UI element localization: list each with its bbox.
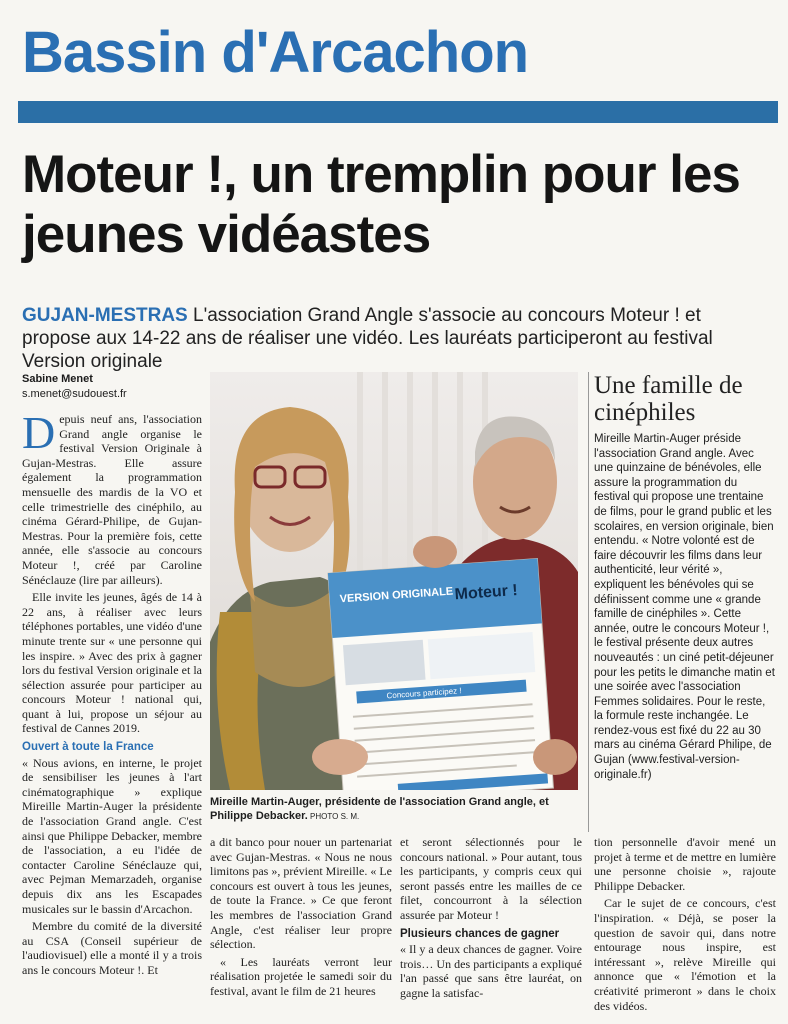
article-paragraph: Car le sujet de ce concours, c'est l'inspiration. « Déjà, se poser la question de savoir qui, dans notre entourage nous inspire, est intéressant », relève Mireille qui annonce que « l'émotion et la créativité primeront » dans le choix des vidéos. [594,896,776,1013]
article-paragraph: a dit banco pour nouer un partenariat avec Gujan-Mestras. « Nous ne nous limitons pas », prévient Mireille. « Le concours est ouvert à tous les jeunes, de toute la France. » Ce que feront les membres de l'association Grand Angle, c'est réaliser leur propre sélection. [210,835,392,952]
section-title: Bassin d'Arcachon [22,20,529,85]
author-email[interactable]: s.menet@sudouest.fr [22,388,127,400]
article-paragraph: « Nous avions, en interne, le projet de sensibiliser les jeunes à l'art cinématographique » explique Mireille Martin-Auger la présidente de l'association Grand angle. C'est ainsi que Philippe Debacker, membre de l'association, a eu l'idée de contacter Caroline Sénéclauze qui, avec Pejman Memarzadeh, organise depuis dix ans les Escapades musicales sur le bassin d'Arcachon. [22,755,202,916]
article-column-1 [22,407,202,981]
intro-paragraph: Depuis neuf ans, l'association Grand angle organise le festival Version Originale à Gujan-Mestras. Elle assure également la programmation mensuelle des mardis de la VO et celle trimestrielle des cinéphilo, au cinéma Gérard-Philipe, de Gujan-Mestras. Pour la première fois, cette année, elle s'associe au concours Moteur !, créé par Caroline Sénéclauze (lire par ailleurs). [22,407,202,587]
article-column-3 [400,835,582,1004]
caption-text: Mireille Martin-Auger, présidente de l'association Grand angle, et Philippe Debacker. [210,796,549,822]
article-photo [210,372,578,790]
sidebar-box [590,372,776,782]
sidebar-heading: Une famille de cinéphiles [594,372,743,426]
article-paragraph: « Les lauréats verront leur réalisation projetée le samedi soir du festival, avant le film de 21 heures [210,954,392,998]
subheading-open-to-france: Ouvert à toute la France [22,741,154,754]
article-column-2 [210,835,392,1002]
article-paragraph: tion personnelle d'avoir mené un projet à terme et de mettre en lumière une personne choisie », rajoute Philippe Debacker. [594,835,776,893]
sidebar-body: Mireille Martin-Auger préside l'association Grand angle. Avec une quinzaine de bénévoles, elle assure la programmation du festival qui propose une trentaine de films, pour le grand public et les scolaires, en version originale, bien entendu. « Notre volonté est de faire découvrir les films dans leur authenticité, leur vérité », expliquent les bénévoles qui se définissent comme une « grande famille de cinéphiles ». Cette année, outre le concours Moteur !, le festival présente deux autres nouveautés : un ciné petit-déjeuner pour les petits le dimanche matin et une soirée avec l'association Femmes solidaires. Pour le reste, la formule reste inchangée. Le rendez-vous est fixé du 22 au 30 mars au cinéma Gérard Philipe, de Gujan (www.festival-version-originale.fr) [594,433,775,781]
location-kicker: GUJAN-MESTRAS [22,305,188,326]
photo-caption [210,795,578,824]
poster-subtitle: Concours participez ! [386,686,462,701]
article-paragraph: Membre du comité de la diversité au CSA (Conseil supérieur de l'audiovisuel) elle a monté il y a trois ans le concours Moteur !. Et [22,919,202,977]
subheading-chances: Plusieurs chances de gagner [400,927,560,940]
article-paragraph: et seront sélectionnés pour le concours national. » Pour autant, tous les participants, y compris ceux qui seront passés entre les mailles de ce filet, concourront à la sélection assurée par Moteur ! [400,835,582,922]
lead-text: L'association Grand Angle s'associe au concours Moteur ! et propose aux 14-22 ans de réaliser une vidéo. Les lauréats participeront au festival Version originale [22,305,713,372]
section-rule [18,101,778,123]
author-name: Sabine Menet [22,373,93,385]
article-paragraph: « Il y a deux chances de gagner. Voire trois… Un des participants a expliqué l'an passé que sans être lauréat, on gagne la satisfac- [400,942,582,1000]
byline [22,372,127,402]
headline: Moteur !, un tremplin pour les jeunes vidéastes [22,145,740,264]
lead-paragraph [22,304,772,373]
drop-cap: D [22,407,56,458]
article-paragraph: Elle invite les jeunes, âgés de 14 à 22 ans, à réaliser avec leurs téléphones portables, une vidéo d'une minute trente sur « une personne qui les inspire. » Avec des prix à gagner lors du festival Version originale et la sélection assurée pour participer au concours Moteur ! national qui, quant à lui, propose un séjour au festival de Cannes 2019. [22,590,202,736]
poster-title: VERSION ORIGINALE [339,585,454,606]
poster-brand: Moteur ! [454,582,519,604]
sidebar-divider [588,372,589,832]
photo-credit: PHOTO S. M. [307,812,360,821]
article-column-4 [594,835,776,1016]
photo-illustration [210,372,578,790]
